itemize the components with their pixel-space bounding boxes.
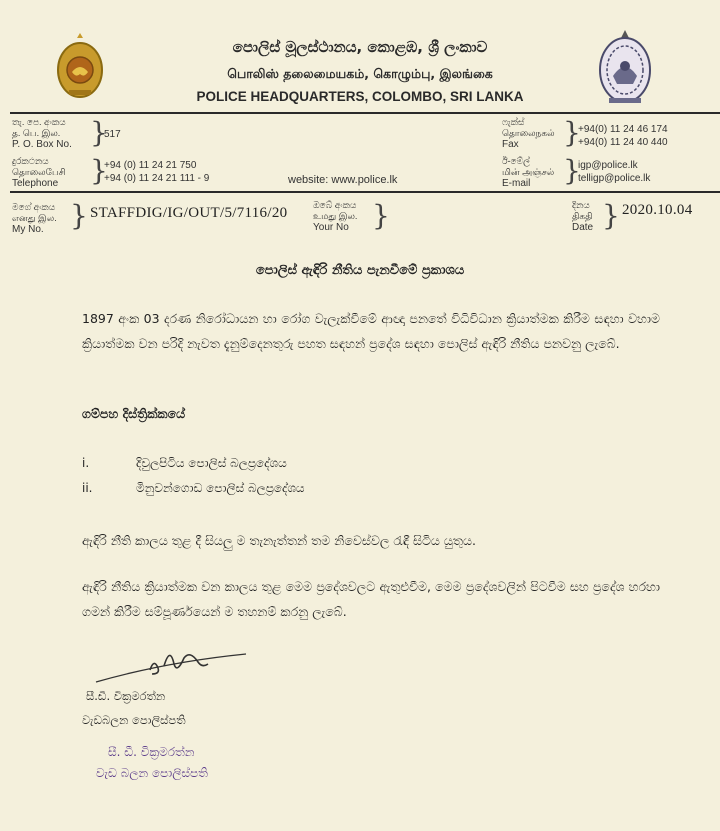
fax-label-ta: தொலைநகல்	[502, 128, 555, 138]
my-no-label-si: මගේ අංකය	[12, 202, 56, 212]
area-item-1	[82, 456, 287, 471]
fax-labels	[502, 117, 555, 150]
my-no-value: STAFFDIG/IG/OUT/5/7116/20	[90, 205, 288, 221]
notice-title: පොලිස් ඇඳිරි නීතිය පැනවීමේ ප්‍රකාශය	[255, 263, 465, 278]
stamp-title: වැඩ බලන පොලිස්පති	[96, 766, 208, 780]
pobox-label-en: P. O. Box No.	[12, 139, 72, 150]
paragraph-1: 1897 අංක 03 දරණ නිරෝධායන හා රෝග වැලැක්වීමේ ආඥා පනතේ විධිවිධාන ක්‍රියාත්මක කිරීම සඳහා වහාම ක්‍රියාත්මක වන පරිදි නැවත දැනුම්දෙනතුරු පහත සඳහන් ප්‍රදේශ සඳහා පොලිස් ඇඳිරි නීතිය පනවනු ලැබේ.	[82, 311, 660, 351]
header-title-sinhala: පොලිස් මූලස්ථානය, කොළඹ, ශ්‍රී ලංකාව	[232, 38, 488, 56]
pobox-labels	[12, 117, 72, 150]
email-label-ta: மின் அஞ்சல்	[502, 167, 555, 177]
header-title-tamil: பொலிஸ் தலைமையகம், கொழும்பு, இலங்கை	[227, 66, 493, 81]
sri-lanka-emblem-icon	[55, 32, 105, 100]
date-label-si: දිනය	[572, 200, 590, 210]
header-rule	[10, 112, 720, 114]
my-no-label-en: My No.	[12, 224, 44, 235]
email-labels	[502, 156, 554, 189]
header-title-english: POLICE HEADQUARTERS, COLOMBO, SRI LANKA	[196, 89, 524, 104]
contact-rule	[10, 191, 720, 193]
phone-value: +94 (0) 11 24 21 111 - 9	[104, 173, 210, 184]
district-heading: ගම්පහ දිස්ත්‍රික්කයේ	[82, 406, 186, 421]
pobox-label-ta: த. பெ. இல.	[12, 128, 61, 138]
your-no-label-ta: உமது இல.	[313, 211, 358, 221]
area-name: මිනුවන්ගොඩ පොලිස් බලප්‍රදේශය	[136, 481, 305, 495]
pobox-brace: }	[90, 116, 108, 149]
phone-label-en: Telephone	[12, 178, 59, 189]
website-link[interactable]: website: www.police.lk	[288, 174, 398, 186]
email-label-en: E-mail	[502, 178, 531, 189]
signatory-title: වැඩබලන පොලිස්පති	[82, 713, 186, 727]
fax-values	[578, 123, 668, 149]
date-labels	[572, 200, 593, 233]
paragraph-2: ඇඳිරි නීති කාලය තුළ දී සියලු ම තැනැත්තන් තම නිවෙස්වල රැඳී සිටිය යුතුය.	[82, 533, 476, 548]
police-emblem-icon	[597, 28, 653, 106]
email-label-si: ඊ-මේල්	[502, 156, 530, 166]
fax-value: +94(0) 11 24 46 174	[578, 124, 668, 135]
email-link[interactable]: igp@police.lk	[578, 160, 638, 171]
phone-label-si: දුරකථනය	[12, 156, 49, 166]
email-brace: }	[563, 154, 581, 187]
your-no-label-si: ඔබේ අංකය	[313, 200, 357, 210]
phone-brace: }	[90, 154, 108, 187]
area-num: ii.	[82, 481, 93, 495]
signatory-name: සී.ඩී. වික්‍රමරත්න	[86, 689, 166, 703]
my-no-brace: }	[70, 199, 88, 232]
fax-label-en: Fax	[502, 139, 519, 150]
paragraph-3: ඇඳිරි නීතිය ක්‍රියාත්මක වන කාලය තුළ මෙම ප්‍රදේශවලට ඇතුළුවීම, මෙම ප්‍රදේශවලින් පිටවීම සහ ප්‍රදේශ හරහා ගමන් කිරීම සම්පූර්ණයෙන් ම තහනම් කරනු ලැබේ.	[82, 579, 660, 619]
fax-value: +94(0) 11 24 40 440	[578, 137, 668, 148]
date-label-ta: திகதி	[572, 211, 593, 221]
area-num: i.	[82, 456, 90, 470]
phone-values	[104, 159, 209, 185]
fax-brace: }	[563, 116, 581, 149]
my-no-labels	[12, 202, 57, 235]
fax-label-si: ෆැක්ස්	[502, 117, 525, 127]
your-no-label-en: Your No	[313, 222, 349, 233]
area-item-2	[82, 481, 305, 496]
phone-value: +94 (0) 11 24 21 750	[104, 160, 197, 171]
handwritten-signature-icon	[92, 638, 252, 688]
date-value: 2020.10.04	[622, 202, 693, 218]
email-link[interactable]: telligp@police.lk	[578, 173, 651, 184]
pobox-label-si: තැ. පෙ. අංකය	[12, 117, 66, 127]
phone-labels	[12, 156, 66, 189]
phone-label-ta: தொலைபேசி	[12, 167, 66, 177]
date-label-en: Date	[572, 222, 594, 233]
area-name: දිවුලපිටිය පොලිස් බලප්‍රදේශය	[136, 456, 287, 470]
pobox-value: 517	[104, 129, 121, 140]
my-no-label-ta: எனது இல.	[12, 213, 57, 223]
email-values	[578, 159, 650, 185]
your-no-brace: }	[372, 199, 390, 232]
stamp-name: සී. ඩී. වික්‍රමරත්න	[108, 745, 195, 759]
date-brace: }	[602, 199, 620, 232]
your-no-labels	[313, 200, 357, 233]
